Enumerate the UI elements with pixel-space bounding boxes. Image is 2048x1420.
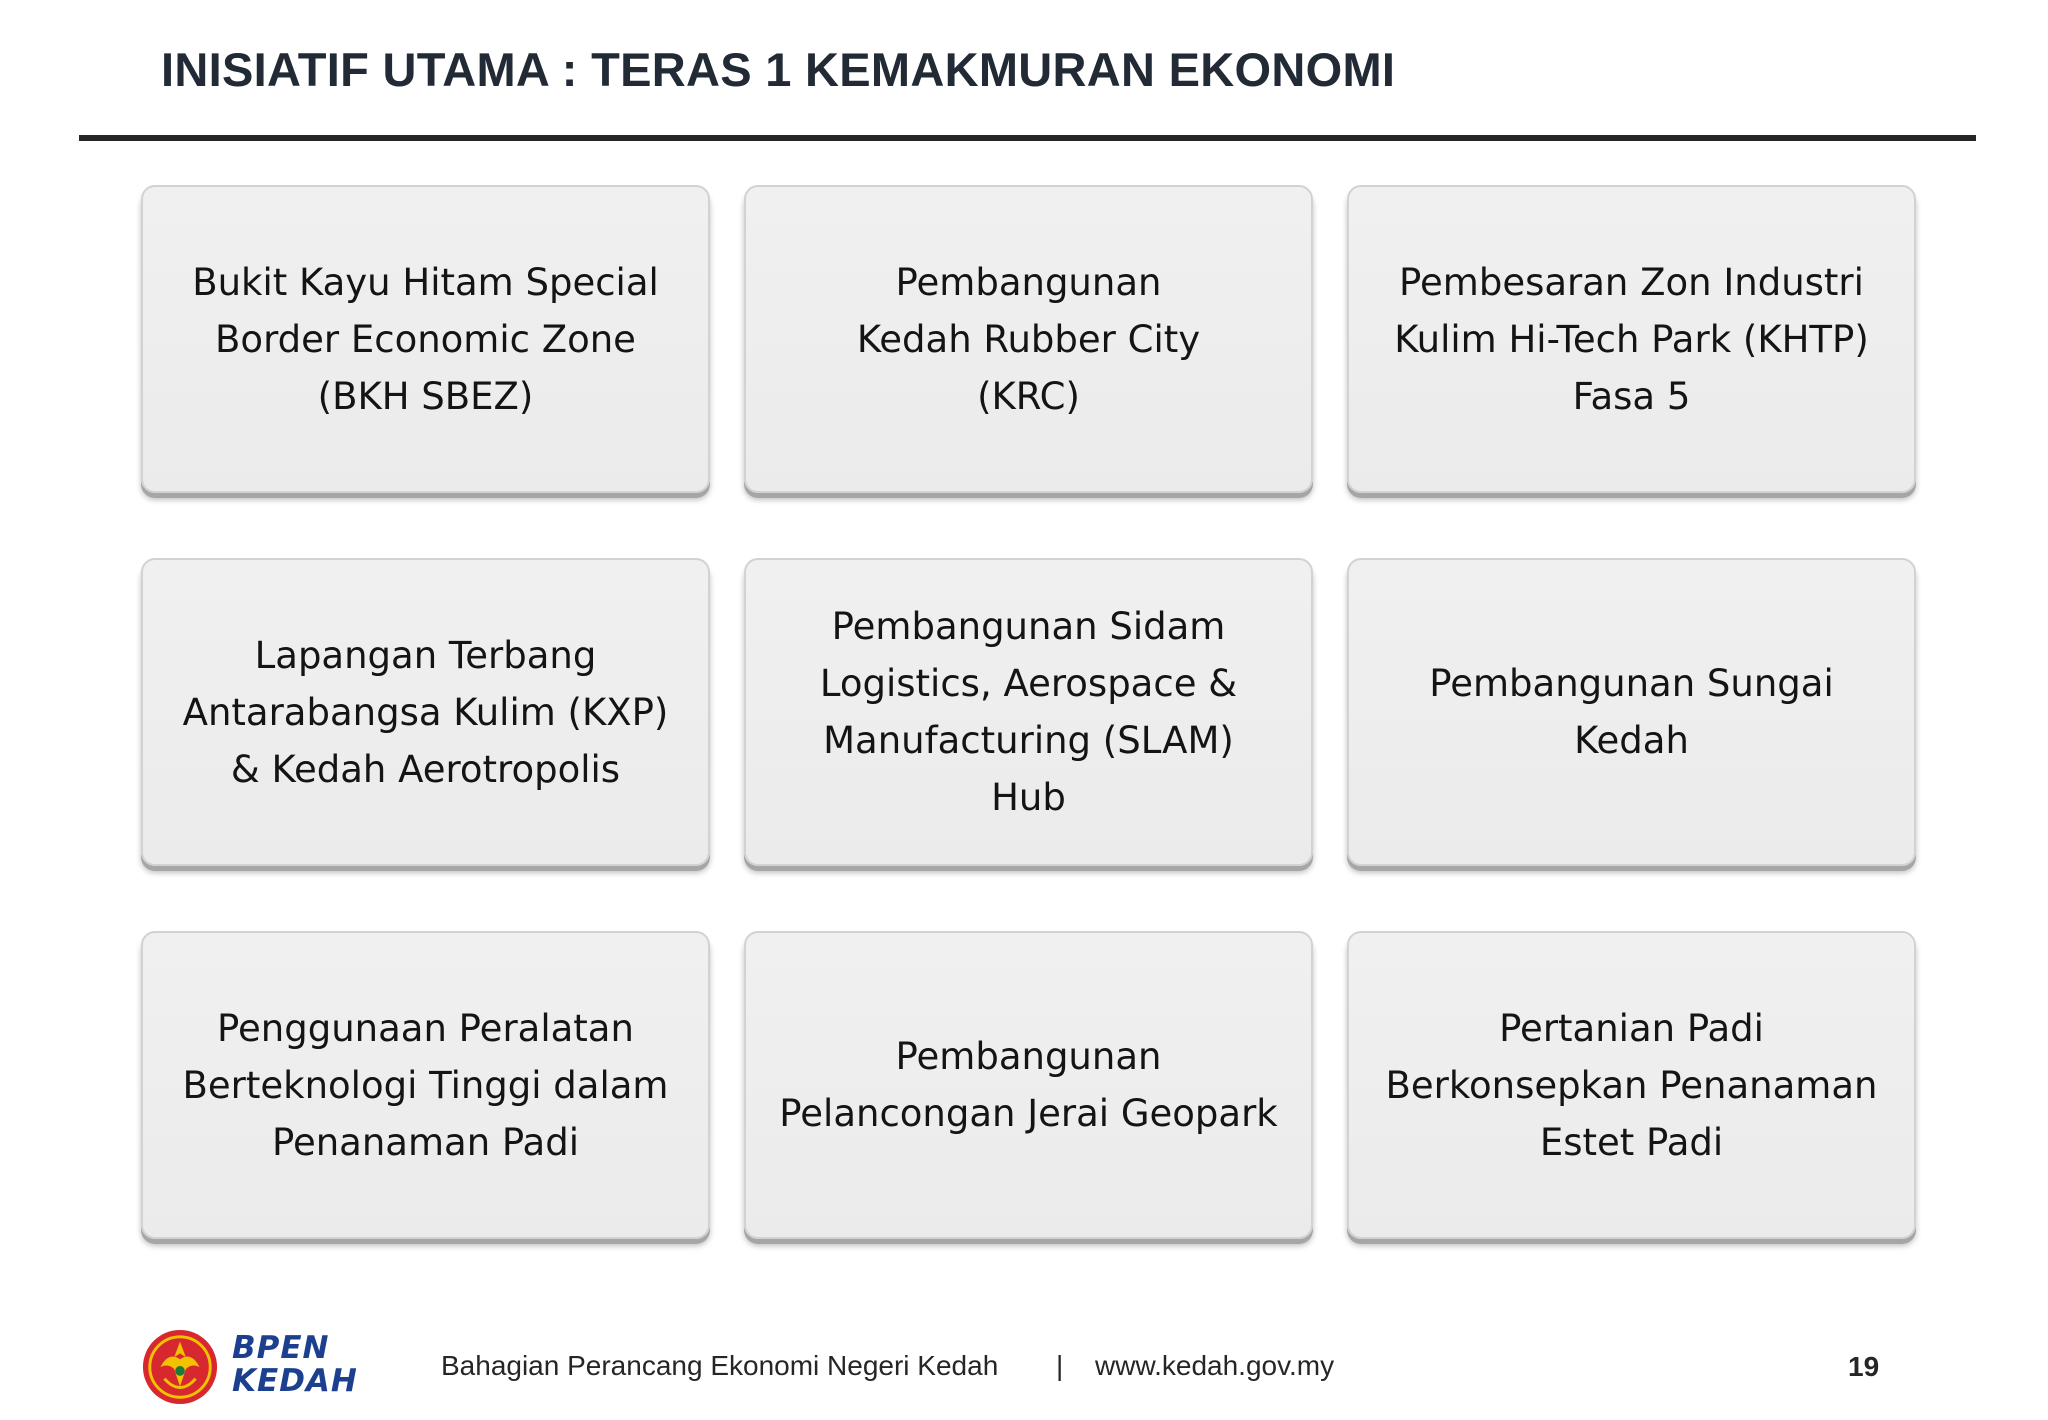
- card-line: Pembangunan Sungai: [1429, 662, 1834, 705]
- footer-organization: Bahagian Perancang Ekonomi Negeri Kedah: [441, 1350, 999, 1381]
- card-line: Pembangunan: [895, 260, 1162, 304]
- slide-title: INISIATIF UTAMA : TERAS 1 KEMAKMURAN EKONOMI: [161, 43, 1396, 96]
- card-line: Kedah Rubber City: [856, 317, 1201, 361]
- card-line: Kedah: [1574, 719, 1689, 762]
- initiative-card-text: [1386, 1000, 1878, 1171]
- initiative-card: [141, 931, 710, 1239]
- initiative-card-text: [183, 627, 669, 798]
- title-divider: [79, 135, 1976, 141]
- card-line: Border Economic Zone: [215, 317, 636, 361]
- bpen-kedah-logo: [232, 1332, 358, 1398]
- initiative-card-text: [1394, 254, 1869, 425]
- card-line: Estet Padi: [1539, 1120, 1724, 1164]
- initiative-card: [1347, 558, 1916, 866]
- initiative-card-text: [183, 1000, 669, 1171]
- card-line: Manufacturing (SLAM): [823, 719, 1234, 762]
- initiative-card: [1347, 185, 1916, 493]
- footer: [0, 1320, 2048, 1420]
- initiative-card-text: [779, 1028, 1277, 1142]
- card-line: Pertanian Padi: [1499, 1006, 1764, 1050]
- card-line: (BKH SBEZ): [317, 374, 534, 418]
- initiative-card: [744, 558, 1313, 866]
- card-line: (KRC): [977, 374, 1080, 418]
- initiative-grid: [141, 185, 1916, 1239]
- card-line: Hub: [991, 776, 1066, 819]
- initiative-card: [1347, 931, 1916, 1239]
- initiative-card: [141, 558, 710, 866]
- card-line: Berkonsepkan Penanaman: [1385, 1063, 1878, 1107]
- card-line: Lapangan Terbang: [254, 633, 597, 677]
- initiative-card-text: [1429, 655, 1834, 769]
- initiative-card: [744, 185, 1313, 493]
- kedah-emblem-icon: [141, 1328, 219, 1406]
- card-line: & Kedah Aerotropolis: [230, 747, 621, 791]
- logo-line: KEDAH: [232, 1363, 358, 1399]
- card-line: Fasa 5: [1572, 374, 1691, 418]
- card-line: Logistics, Aerospace &: [819, 662, 1238, 705]
- card-line: Pembesaran Zon Industri: [1399, 260, 1864, 304]
- page-number: 19: [1848, 1351, 1880, 1382]
- footer-separator: |: [1056, 1350, 1064, 1381]
- card-line: Penggunaan Peralatan: [217, 1006, 634, 1050]
- card-line: Pelancongan Jerai Geopark: [779, 1092, 1278, 1135]
- card-line: Pembangunan: [895, 1035, 1162, 1078]
- initiative-card: [744, 931, 1313, 1239]
- logo-line: BPEN: [232, 1330, 330, 1366]
- card-line: Antarabangsa Kulim (KXP): [182, 690, 669, 734]
- card-line: Penanaman Padi: [271, 1120, 579, 1164]
- initiative-card-text: [857, 254, 1200, 425]
- initiative-card-text: [820, 598, 1237, 826]
- footer-website-link[interactable]: www.kedah.gov.my: [1095, 1350, 1335, 1381]
- card-line: Pembangunan Sidam: [831, 605, 1226, 648]
- card-line: Berteknologi Tinggi dalam: [182, 1063, 669, 1107]
- card-line: Bukit Kayu Hitam Special: [192, 260, 659, 304]
- card-line: Kulim Hi-Tech Park (KHTP): [1394, 317, 1869, 361]
- initiative-card: [141, 185, 710, 493]
- initiative-card-text: [192, 254, 659, 425]
